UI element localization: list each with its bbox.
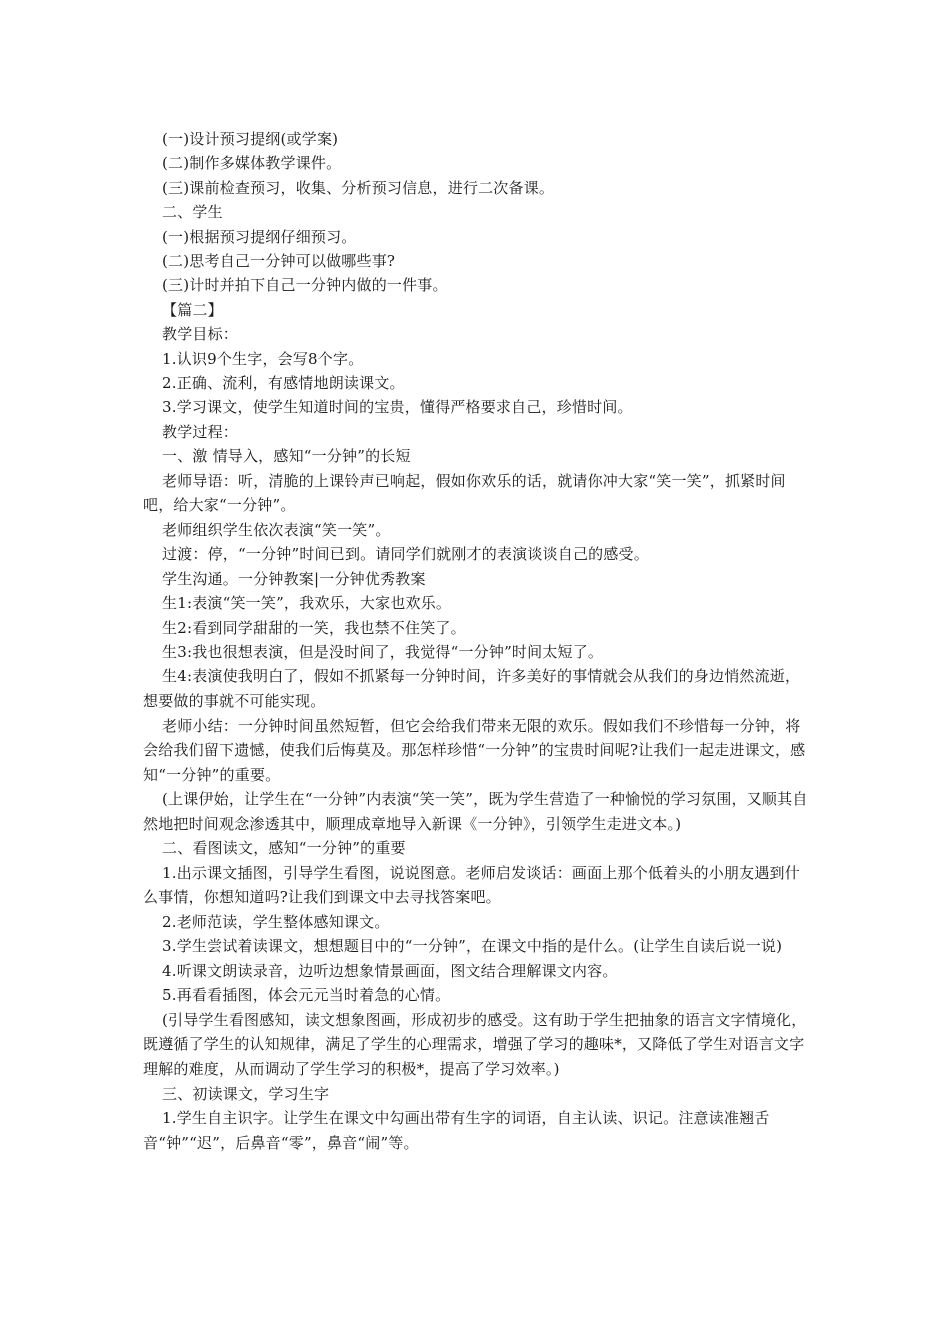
paragraph: (上课伊始，让学生在“一分钟”内表演“笑一笑”，既为学生营造了一种愉悦的学习氛围，又顺其自然地把时间观念渗透其中，顺理成章地导入新课《一分钟》，引领学生走进文本。) bbox=[143, 790, 808, 833]
paragraph: (二)制作多媒体教学课件。 bbox=[162, 154, 342, 173]
section-heading: 三、初读课文，学习生字 bbox=[162, 1084, 330, 1103]
paragraph: 5.再看看插图，体会元元当时着急的心情。 bbox=[162, 986, 451, 1005]
paragraph: 老师组织学生依次表演“笑一笑”。 bbox=[162, 520, 391, 539]
paragraph: 学生沟通。一分钟教案|一分钟优秀教案 bbox=[162, 569, 426, 588]
paragraph: 4.听课文朗读录音，边听边想象情景画面，图文结合理解课文内容。 bbox=[162, 962, 618, 981]
paragraph: 1.认识9个生字，会写8个字。 bbox=[162, 349, 364, 368]
document-page bbox=[143, 127, 813, 1155]
section-heading: 二、看图读文，感知“一分钟”的重要 bbox=[162, 839, 406, 858]
paragraph: 2.正确、流利，有感情地朗读课文。 bbox=[162, 374, 405, 393]
paragraph: (二)思考自己一分钟可以做哪些事? bbox=[162, 252, 396, 271]
paragraph: 老师导语：听，清脆的上课铃声已响起，假如你欢乐的话，就请你冲大家“笑一笑”，抓紧时间吧，给大家“一分钟”。 bbox=[143, 471, 786, 515]
paragraph: 老师小结：一分钟时间虽然短暂，但它会给我们带来无限的欢乐。假如我们不珍惜每一分钟，将会给我们留下遗憾，使我们后悔莫及。那怎样珍惜“一分钟”的宝贵时间呢?让我们一起走进课文，感知“一分钟”的重要。 bbox=[143, 716, 806, 784]
paragraph: 1.学生自主识字。让学生在课文中勾画出带有生字的词语，自主认读、识记。注意读准翘舌音“钟”“迟”，后鼻音“零”，鼻音“闹”等。 bbox=[143, 1109, 770, 1152]
paragraph: 2.老师范读，学生整体感知课文。 bbox=[162, 913, 390, 932]
paragraph: (三)课前检查预习，收集、分析预习信息，进行二次备课。 bbox=[162, 178, 555, 197]
section-heading: 教学过程： bbox=[162, 422, 239, 441]
paragraph: (引导学生看图感知，读文想象图画，形成初步的感受。这有助于学生把抽象的语言文字情境化，既遵循了学生的认知规律，满足了学生的心理需求，增强了学习的趣味*，又降低了学生对语言文字理解的难度，从而调动了学生学习的积极*，提高了学习效率。) bbox=[143, 1010, 807, 1079]
paragraph: (一)根据预习提纲仔细预习。 bbox=[162, 227, 357, 246]
chapter-heading: 【篇二】 bbox=[162, 300, 223, 319]
paragraph: 生2:看到同学甜甜的一笑，我也禁不住笑了。 bbox=[162, 618, 466, 637]
paragraph: 生4:表演使我明白了，假如不抓紧每一分钟时间，许多美好的事情就会从我们的身边悄然流逝，想要做的事就不可能实现。 bbox=[143, 667, 801, 710]
paragraph: 3.学生尝试着读课文，想想题目中的“一分钟”，在课文中指的是什么。(让学生自读后说一说) bbox=[162, 937, 783, 956]
paragraph: 生3:我也很想表演，但是没时间了，我觉得“一分钟”时间太短了。 bbox=[162, 642, 604, 661]
paragraph: (三)计时并拍下自己一分钟内做的一件事。 bbox=[162, 276, 448, 295]
section-heading: 教学目标： bbox=[162, 325, 239, 344]
paragraph: (一)设计预习提纲(或学案) bbox=[162, 130, 339, 148]
paragraph: 生1:表演“笑一笑”，我欢乐，大家也欢乐。 bbox=[162, 594, 452, 613]
section-heading: 一、激 情导入，感知“一分钟”的长短 bbox=[162, 447, 411, 466]
paragraph: 过渡：停，“一分钟”时间已到。请同学们就刚才的表演谈谈自己的感受。 bbox=[162, 545, 649, 564]
paragraph: 3.学习课文，使学生知道时间的宝贵，懂得严格要求自己，珍惜时间。 bbox=[162, 398, 633, 417]
section-heading: 二、学生 bbox=[162, 203, 223, 222]
paragraph: 1.出示课文插图，引导学生看图，说说图意。老师启发谈话：画面上那个低着头的小朋友遇到什么事情，你想知道吗?让我们到课文中去寻找答案吧。 bbox=[143, 863, 800, 907]
